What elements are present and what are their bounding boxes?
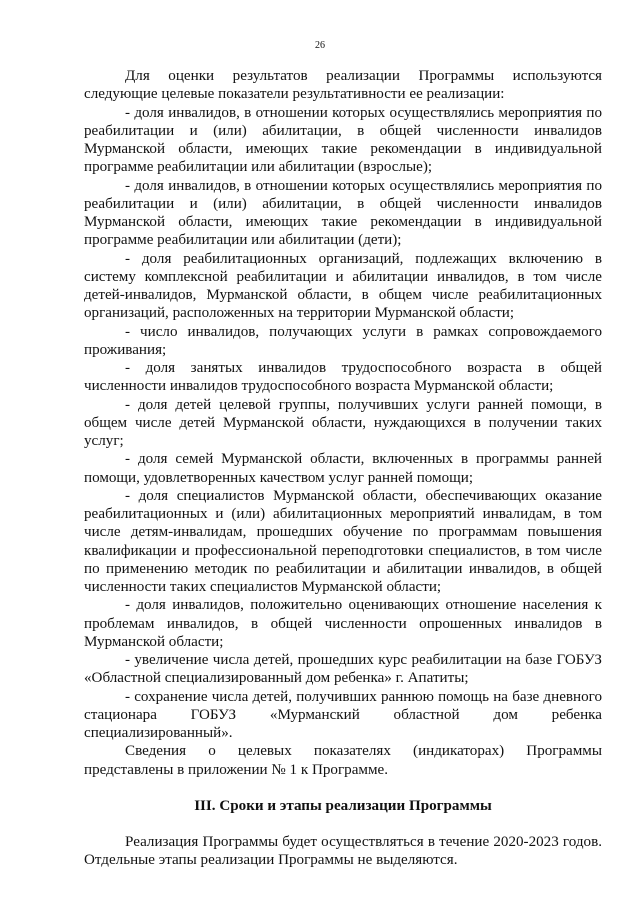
section-heading: III. Сроки и этапы реализации Программы [194,797,492,814]
closing-paragraph: Сведения о целевых показателях (индикаторах) Программы представлены в приложении № 1 к Программе. [84,743,602,778]
indicator-item-employed: - доля занятых инвалидов трудоспособного возраста в общей численности инвалидов трудоспособного возраста Мурманской области; [84,360,602,395]
indicator-item-adults: - доля инвалидов, в отношении которых осуществлялись мероприятия по реабилитации и (или) абилитации, в общей численности инвалидов Мурманской области, имеющих такие рекомендации в индивидуальной программе реабилитации или абилитации (взрослые); [84,104,602,176]
section-paragraph: Реализация Программы будет осуществляться в течение 2020-2023 годов. Отдельные этапы реализации Программы не выделяются. [84,834,602,869]
indicator-item-public-attitude: - доля инвалидов, положительно оценивающих отношение населения к проблемам инвалидов, в общей численности опрошенных инвалидов в Мурманской области; [84,597,602,650]
indicator-item-early-help-families: - доля семей Мурманской области, включенных в программы ранней помощи, удовлетворенных качеством услуг ранней помощи; [84,451,602,486]
page-number: 26 [315,40,325,51]
indicator-item-day-hospital: - сохранение числа детей, получивших раннюю помощь на базе дневного стационара ГОБУЗ «Мурманский областной дом ребенка специализированный». [84,688,602,741]
page-content [84,67,602,870]
indicator-item-early-help-children: - доля детей целевой группы, получивших услуги ранней помощи, в общем числе детей Мурманской области, нуждающихся в получении таких услуг; [84,396,602,449]
indicator-item-specialists: - доля специалистов Мурманской области, обеспечивающих оказание реабилитационных и (или) абилитационных мероприятий инвалидам, в том числе детям-инвалидам, прошедших обучение по программам повышения квалификации и профессиональной переподготовки специалистов, в том числе по применению методик по реабилитации и абилитации инвалидов, в общей численности таких специалистов Мурманской области; [84,487,602,595]
indicator-item-rehab-organizations: - доля реабилитационных организаций, подлежащих включению в систему комплексной реабилитации и абилитации инвалидов, в том числе детей-инвалидов, Мурманской области, в общем числе реабилитационных организаций, расположенных на территории Мурманской области; [84,250,602,322]
indicator-item-apatity: - увеличение числа детей, прошедших курс реабилитации на базе ГОБУЗ «Областной специализированный дом ребенка» г. Апатиты; [84,652,602,687]
indicator-item-children: - доля инвалидов, в отношении которых осуществлялись мероприятия по реабилитации и (или) абилитации, в общей численности инвалидов Мурманской области, имеющих такие рекомендации в индивидуальной программе реабилитации или абилитации (дети); [84,177,602,249]
intro-paragraph: Для оценки результатов реализации Программы используются следующие целевые показатели результативности ее реализации: [84,68,602,103]
indicator-item-supported-living: - число инвалидов, получающих услуги в рамках сопровождаемого проживания; [84,323,602,358]
